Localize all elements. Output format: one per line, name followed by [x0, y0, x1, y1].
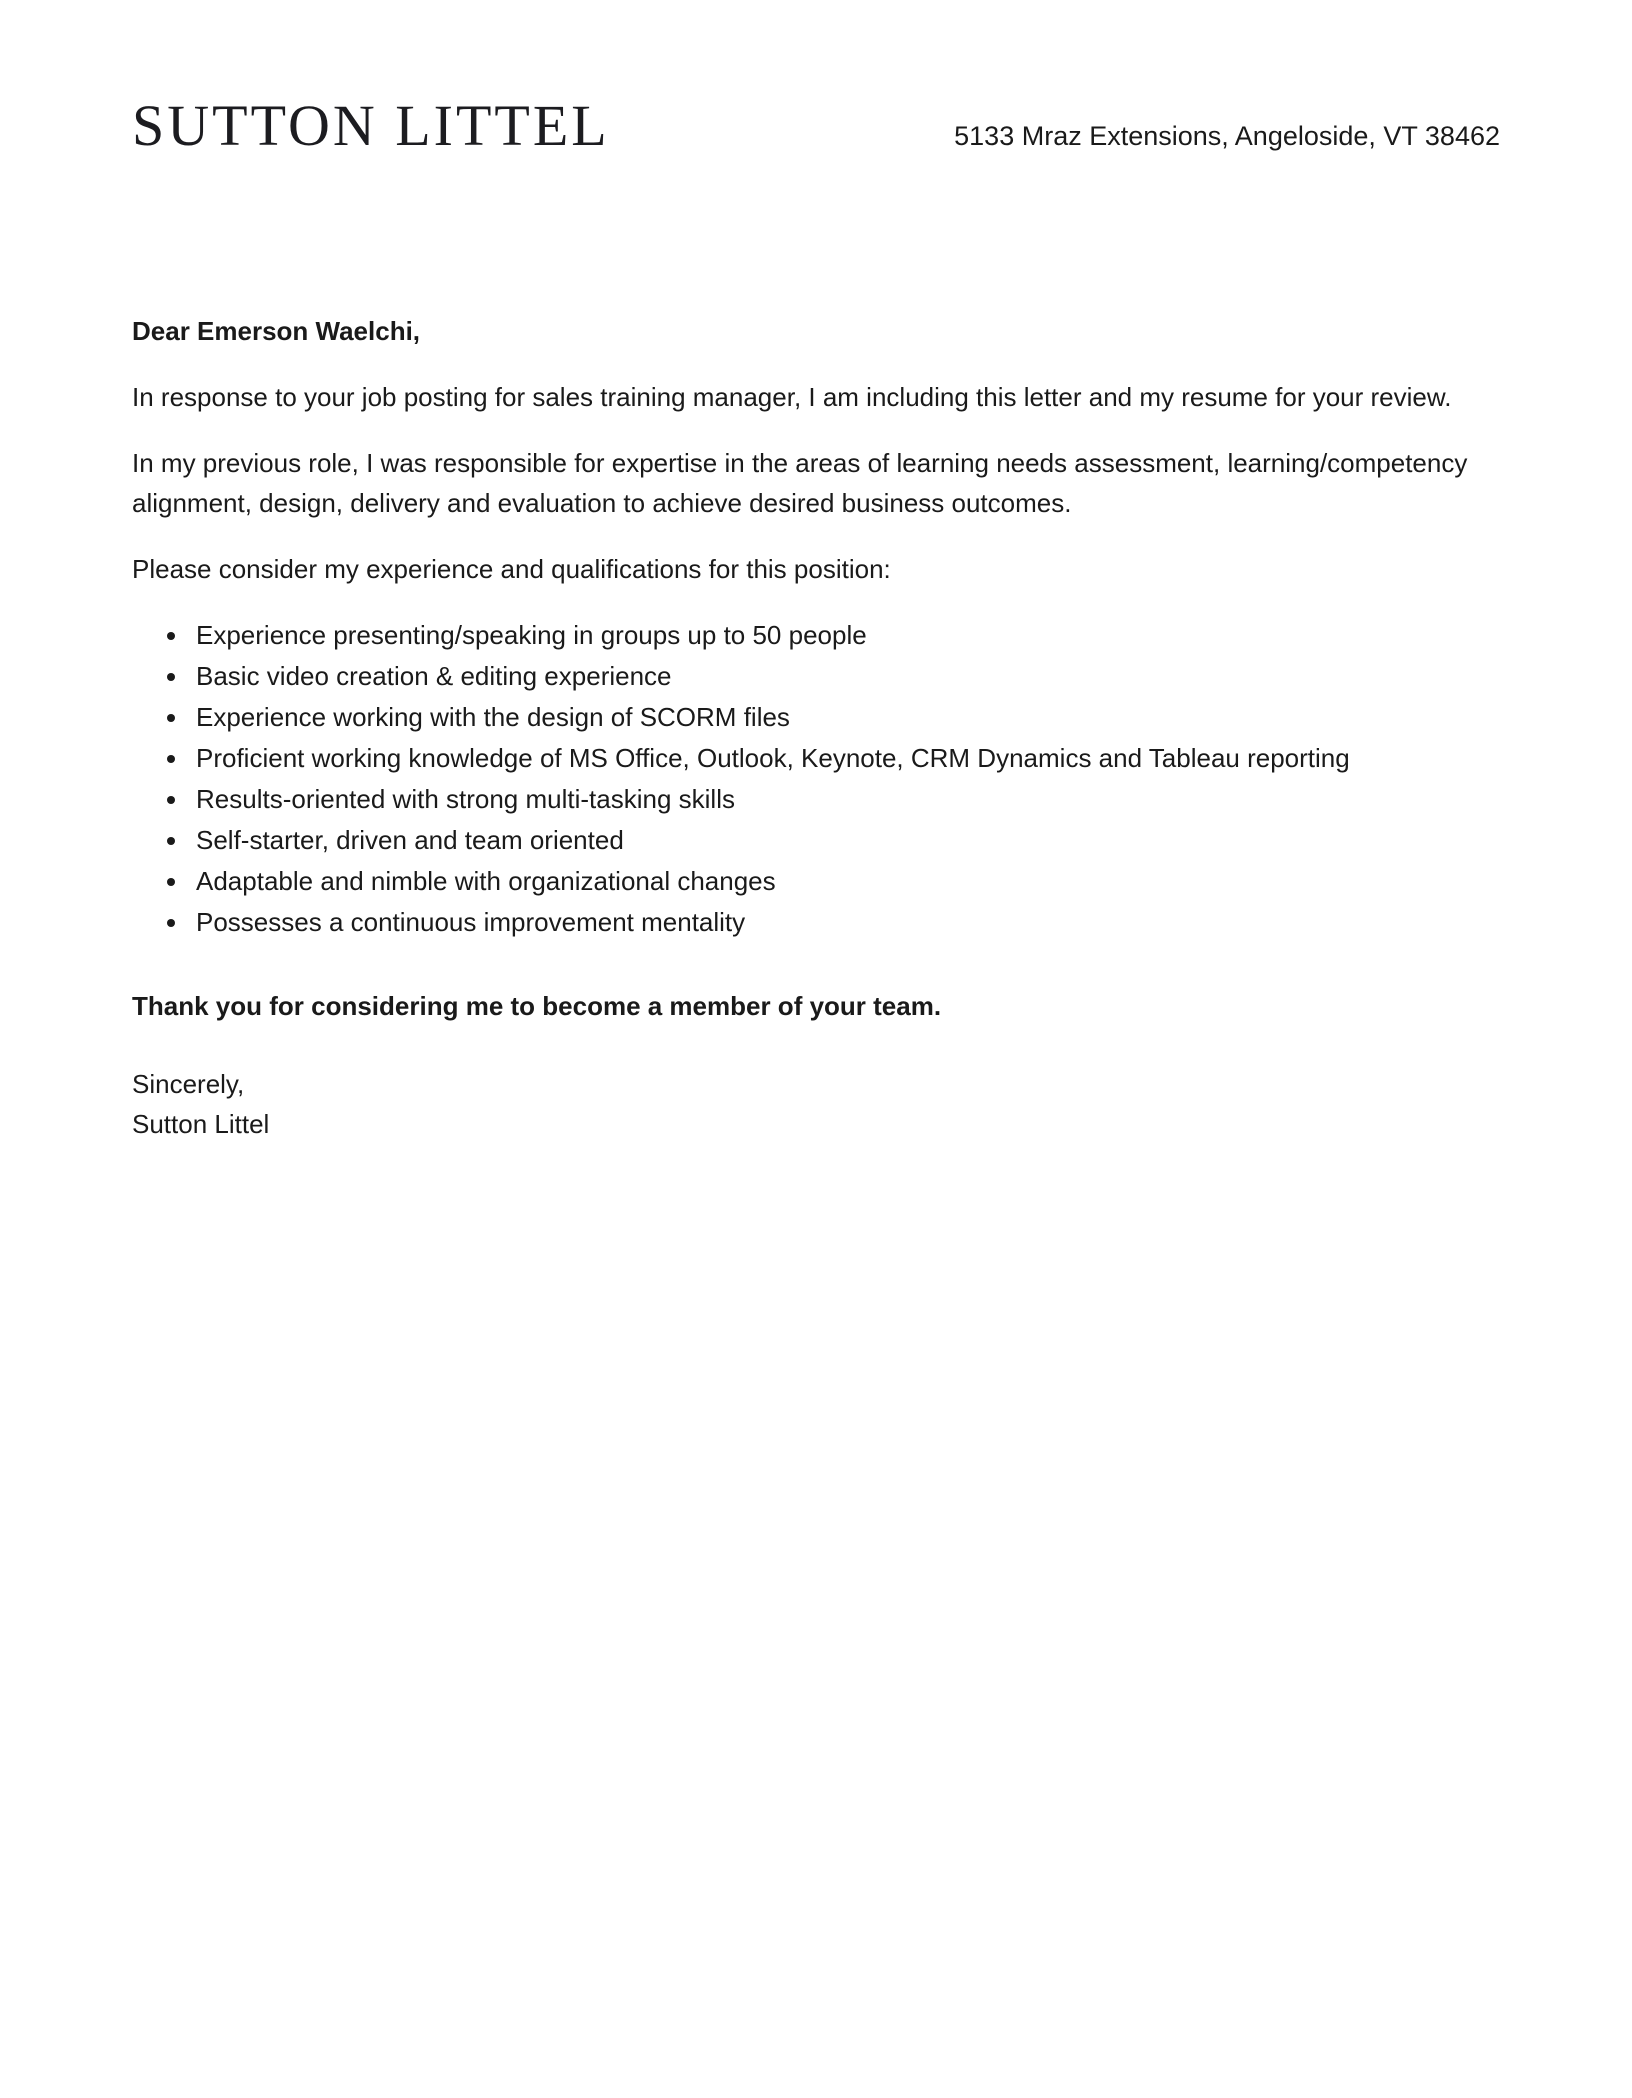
list-item: • Possesses a continuous improvement mentality [190, 902, 1500, 942]
sender-address: 5133 Mraz Extensions, Angeloside, VT 38462 [954, 121, 1500, 151]
list-item: • Self-starter, driven and team oriented [190, 820, 1500, 860]
list-item: • Basic video creation & editing experience [190, 656, 1500, 696]
qualifications-list [132, 615, 1500, 942]
greeting: Dear Emerson Waelchi, [132, 316, 421, 346]
closing-thanks: Thank you for considering me to become a member of your team. [132, 991, 942, 1021]
sender-name: SUTTON LITTEL [132, 93, 610, 158]
list-item: • Adaptable and nimble with organizational changes [190, 861, 1500, 901]
signature-name: Sutton Littel [132, 1109, 270, 1139]
paragraph-previous-role: In my previous role, I was responsible for expertise in the areas of learning needs assessment, learning/competency alignment, design, delivery and evaluation to achieve desired business outcomes. [132, 448, 1468, 518]
paragraph-intro: In response to your job posting for sales training manager, I am including this letter and my resume for your review. [132, 382, 1452, 412]
list-item: • Experience presenting/speaking in groups up to 50 people [190, 615, 1500, 655]
paragraph-consider: Please consider my experience and qualifications for this position: [132, 554, 891, 584]
signoff-word: Sincerely, [132, 1069, 245, 1099]
list-item: • Results-oriented with strong multi-tasking skills [190, 779, 1500, 819]
letterhead [132, 92, 1500, 159]
signoff-block [132, 1064, 1500, 1144]
letter-body [132, 311, 1500, 1144]
list-item: • Experience working with the design of SCORM files [190, 697, 1500, 737]
list-item: • Proficient working knowledge of MS Office, Outlook, Keynote, CRM Dynamics and Tableau reporting [190, 738, 1500, 778]
